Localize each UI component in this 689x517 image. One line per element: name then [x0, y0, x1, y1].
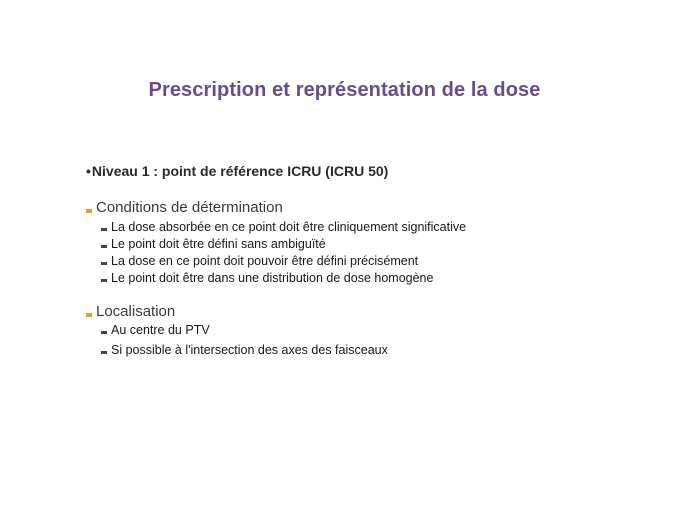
- section-heading-text: Localisation: [96, 303, 176, 320]
- dash-bullet-icon: [101, 331, 107, 334]
- list-item-text: Le point doit être défini sans ambiguïté: [111, 237, 326, 251]
- list-item-text: Le point doit être dans une distribution de dose homogène: [111, 271, 434, 285]
- dash-bullet-icon: [101, 228, 107, 231]
- section-heading-localisation: [86, 303, 175, 320]
- list-item: [101, 323, 210, 337]
- list-item: [101, 254, 418, 268]
- list-item-text: La dose en ce point doit pouvoir être défini précisément: [111, 254, 419, 268]
- dash-bullet-icon: [101, 245, 107, 248]
- list-item-text: Au centre du PTV: [111, 323, 210, 337]
- dash-bullet-icon: [101, 279, 107, 282]
- list-item: [101, 220, 466, 234]
- orange-bullet-icon: [86, 313, 92, 317]
- list-item-text: Si possible à l'intersection des axes des faisceaux: [111, 343, 388, 357]
- section-heading-text: Conditions de détermination: [96, 199, 283, 216]
- level1-text: Niveau 1 : point de référence ICRU (ICRU 50): [91, 163, 389, 179]
- section-heading-conditions: [86, 199, 283, 216]
- list-item-text: La dose absorbée en ce point doit être cliniquement significative: [111, 220, 467, 234]
- level1-line: [86, 163, 388, 179]
- bullet-dot: •: [86, 163, 91, 179]
- slide-title: Prescription et représentation de la dose: [148, 79, 541, 101]
- list-item: [101, 343, 388, 357]
- list-item: [101, 237, 326, 251]
- list-item: [101, 271, 433, 285]
- dash-bullet-icon: [101, 351, 107, 354]
- orange-bullet-icon: [86, 209, 92, 213]
- dash-bullet-icon: [101, 262, 107, 265]
